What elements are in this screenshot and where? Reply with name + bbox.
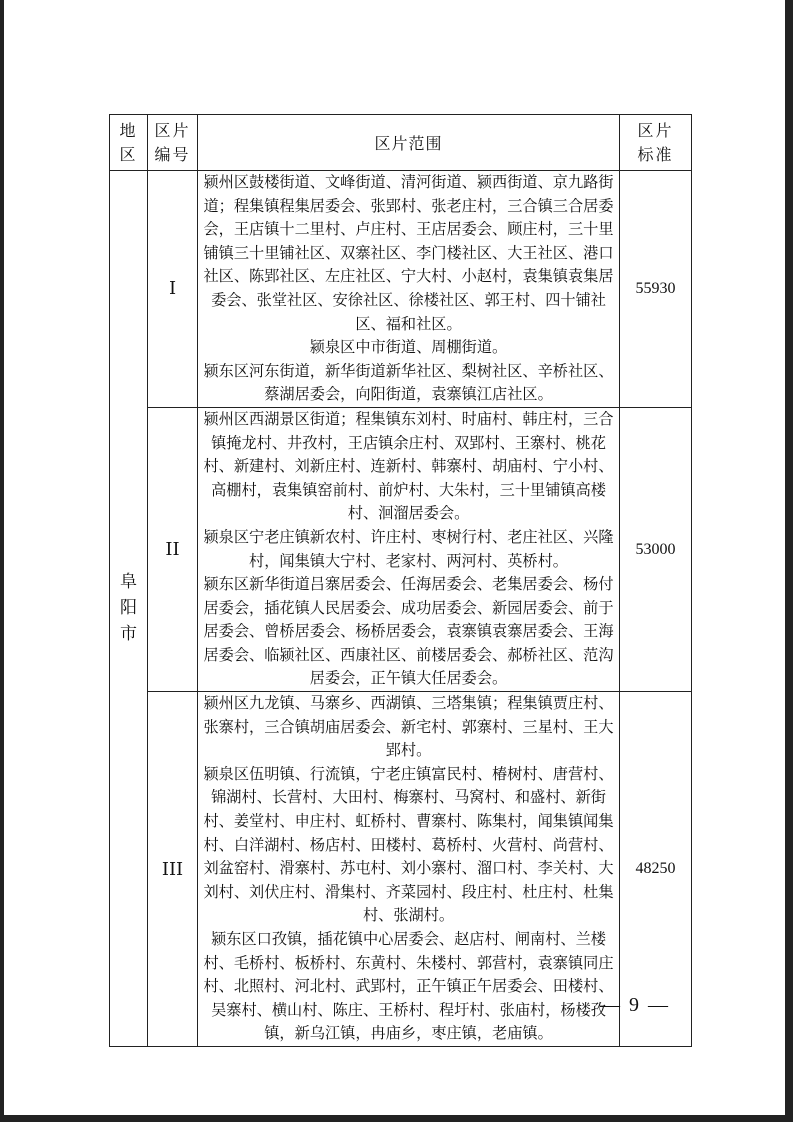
zone-standard: 55930 (620, 171, 692, 408)
zone-standard: 53000 (620, 407, 692, 691)
header-zone-code: 区片 编号 (148, 115, 198, 171)
zone-standard: 48250 (620, 692, 692, 1047)
table-row (110, 171, 692, 408)
zone-code: III (148, 692, 198, 1047)
region-cell: 阜 阳 市 (110, 171, 148, 1047)
range-paragraph: 颍泉区伍明镇、行流镇，宁老庄镇富民村、椿树村、唐营村、锦湖村、长营村、大田村、梅寨村、马窝村、和盛村、新街村、姜堂村、申庄村、虹桥村、曹寨村、陈集村，闻集镇闻集村、白洋湖村、杨店村、田楼村、葛桥村、火营村、尚营村、刘盆窑村、滑寨村、苏屯村、刘小寨村、溜口村、李关村、大刘村、刘伏庄村、滑集村、齐菜园村、段庄村、杜庄村、杜集村、张湖村。 (203, 764, 614, 925)
header-zone-standard: 区片 标准 (620, 115, 692, 171)
zone-code: I (148, 171, 198, 408)
range-paragraph: 颍州区鼓楼街道、文峰街道、清河街道、颍西街道、京九路街道；程集镇程集居委会、张郢村、张老庄村，三合镇三合居委会，王店镇十二里村、卢庄村、王店居委会、顾庄村，三十里铺镇三十里铺社区、双寨社区、李门楼社区、大王社区、港口社区、陈郢社区、左庄社区、宁大村、小赵村，袁集镇袁集居委会、张堂社区、安徐社区、徐楼社区、郭王村、四十铺社区、福和社区。 (203, 173, 614, 333)
page-number: — 9 — (600, 994, 670, 1016)
range-paragraph: 颍东区河东街道，新华街道新华社区、梨树社区、辛桥社区、蔡湖居委会，向阳街道，袁寨镇江店社区。 (203, 361, 614, 404)
zone-range (198, 692, 620, 1047)
zone-range (198, 407, 620, 691)
header-region: 地 区 (110, 115, 148, 171)
table-header-row (110, 115, 692, 171)
table-row (110, 407, 692, 691)
range-paragraph: 颍泉区宁老庄镇新农村、许庄村、枣树行村、老庄社区、兴隆村，闻集镇大宁村、老家村、两河村、英桥村。 (203, 527, 614, 570)
range-paragraph: 颍东区口孜镇，插花镇中心居委会、赵店村、闸南村、兰楼村、毛桥村、板桥村、东黄村、朱楼村、郭营村，袁寨镇同庄村、北照村、河北村、武郢村，正午镇正午居委会、田楼村、吴寨村、横山村、陈庄、王桥村、程圩村、张庙村，杨楼孜镇，新乌江镇，冉庙乡，枣庄镇，老庙镇。 (203, 930, 614, 1043)
scan-edge-right (785, 0, 793, 1122)
range-paragraph: 颍州区九龙镇、马寨乡、西湖镇、三塔集镇；程集镇贾庄村、张寨村，三合镇胡庙居委会、新宅村、郭寨村、三星村、王大郢村。 (203, 694, 614, 760)
zone-range (198, 171, 620, 408)
zone-code: II (148, 407, 198, 691)
range-paragraph: 颍东区新华街道吕寨居委会、任海居委会、老集居委会、杨付居委会，插花镇人民居委会、成功居委会、新园居委会、前于居委会、曾桥居委会、杨桥居委会，袁寨镇袁寨居委会、王海居委会、临颍社区、西康社区、前楼居委会、郝桥社区、范沟居委会，正午镇大任居委会。 (203, 575, 614, 688)
range-paragraph: 颍泉区中市街道、周棚街道。 (309, 338, 508, 357)
scan-edge-bottom (0, 1115, 793, 1122)
scan-edge-left (0, 0, 4, 1122)
range-paragraph: 颍州区西湖景区街道；程集镇东刘村、时庙村、韩庄村，三合镇掩龙村、井孜村，王店镇余庄村、双郢村、王寨村、桃花村、新建村、刘新庄村、连新村、韩寨村、胡庙村、宁小村、高棚村，袁集镇窑前村、前炉村、大朱村，三十里铺镇高楼村、洄溜居委会。 (203, 409, 614, 523)
header-zone-range: 区片范围 (198, 115, 620, 171)
land-price-zone-table (109, 114, 692, 1047)
